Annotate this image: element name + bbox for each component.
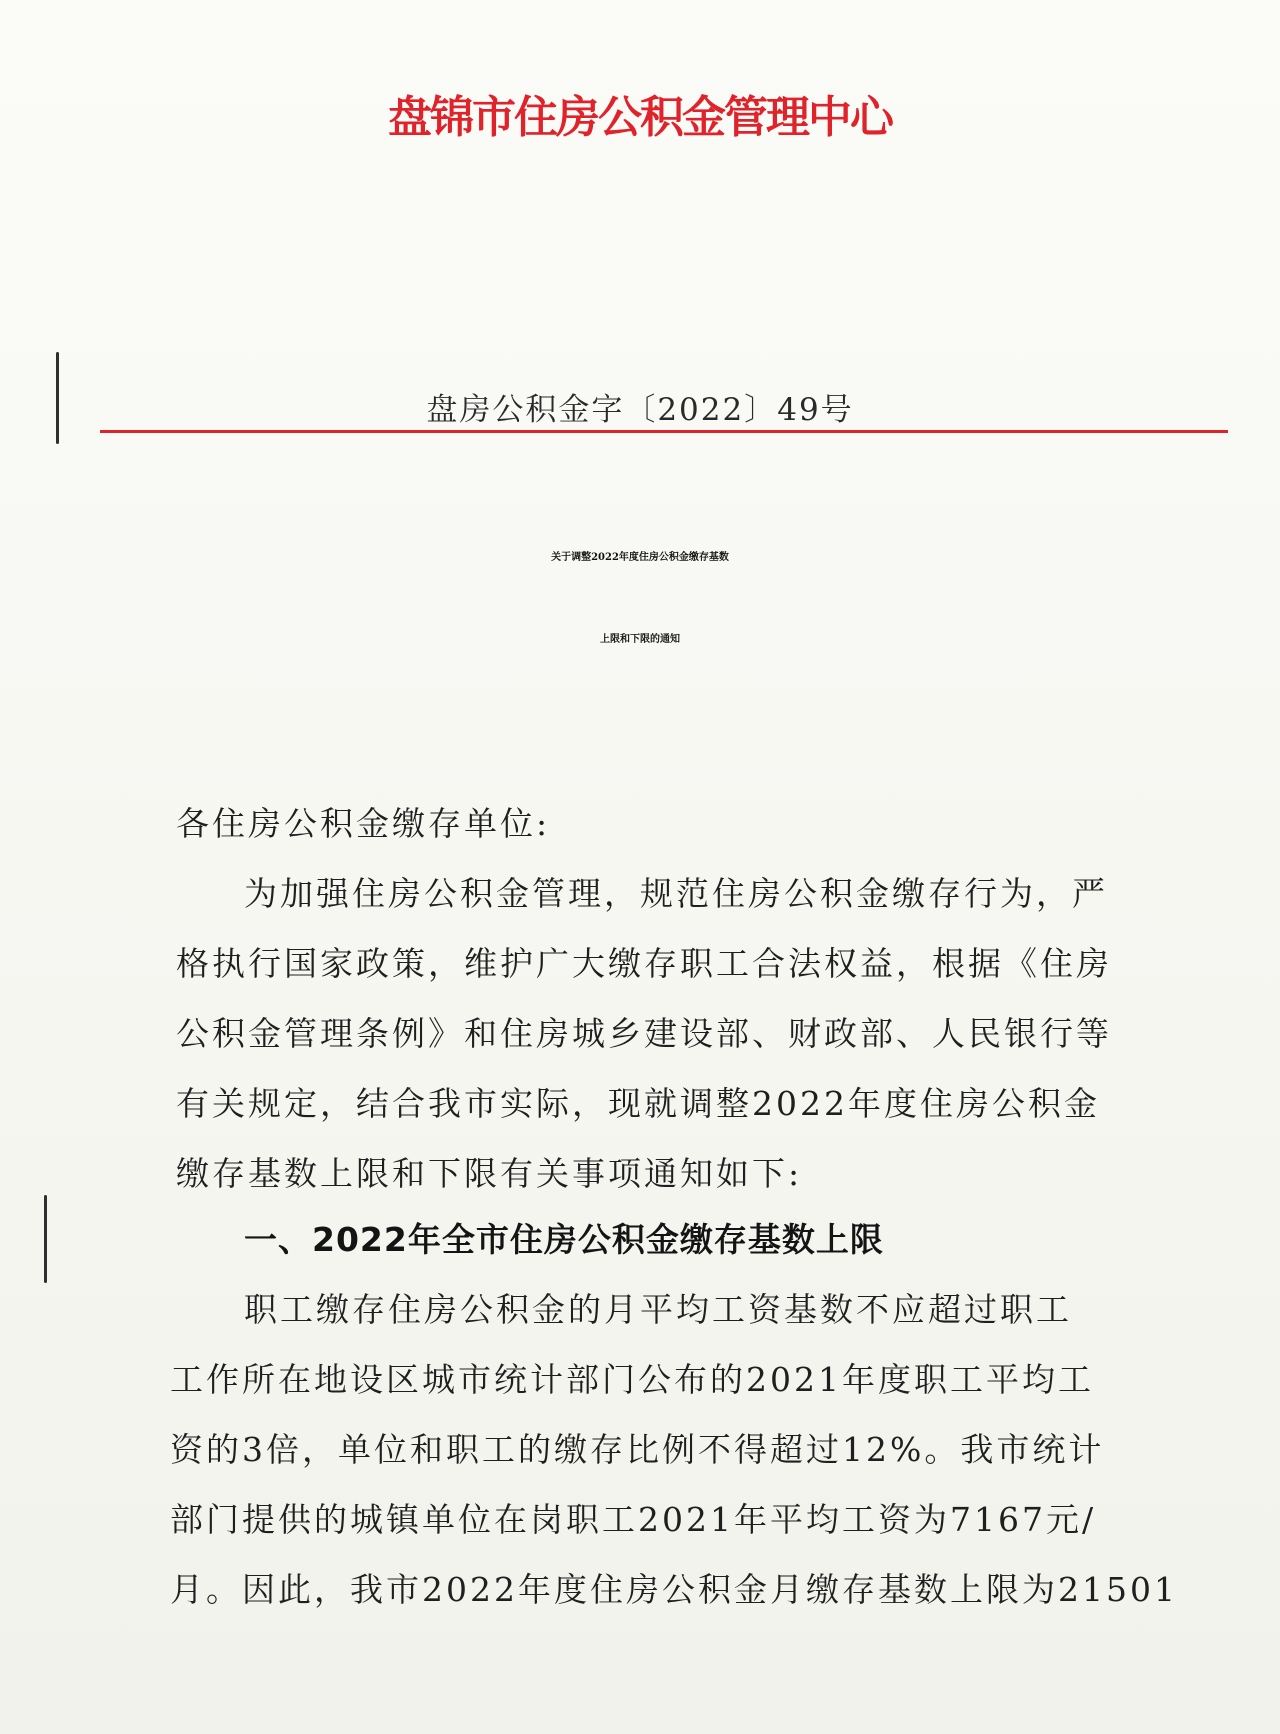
section-1-line-2: 工作所在地设区城市统计部门公布的2021年度职工平均工 [170, 1360, 1094, 1399]
section-1-heading: 一、2022年全市住房公积金缴存基数上限 [244, 1220, 884, 1259]
document-title-line-2: 上限和下限的通知 [600, 634, 680, 645]
document-number: 盘房公积金字〔2022〕49号 [426, 392, 854, 428]
intro-line-4: 有关规定，结合我市实际，现就调整2022年度住房公积金 [176, 1084, 1100, 1123]
document-title-line-1: 关于调整2022年度住房公积金缴存基数 [551, 552, 729, 563]
section-1-line-3: 资的3倍，单位和职工的缴存比例不得超过12%。我市统计 [170, 1430, 1105, 1469]
salutation: 各住房公积金缴存单位: [176, 804, 551, 843]
red-divider-line [100, 430, 1228, 433]
section-1-line-4: 部门提供的城镇单位在岗职工2021年平均工资为7167元/ [170, 1500, 1097, 1539]
intro-line-1: 为加强住房公积金管理，规范住房公积金缴存行为，严 [244, 874, 1108, 913]
binding-hole-mark-bottom [44, 1195, 47, 1283]
org-letterhead: 盘锦市住房公积金管理中心 [388, 92, 892, 143]
intro-line-5: 缴存基数上限和下限有关事项通知如下: [176, 1154, 803, 1193]
intro-line-2: 格执行国家政策，维护广大缴存职工合法权益，根据《住房 [176, 944, 1112, 983]
section-1-line-1: 职工缴存住房公积金的月平均工资基数不应超过职工 [244, 1290, 1072, 1329]
section-1-line-5: 月。因此，我市2022年度住房公积金月缴存基数上限为21501 [170, 1570, 1178, 1609]
intro-line-3: 公积金管理条例》和住房城乡建设部、财政部、人民银行等 [176, 1014, 1112, 1053]
